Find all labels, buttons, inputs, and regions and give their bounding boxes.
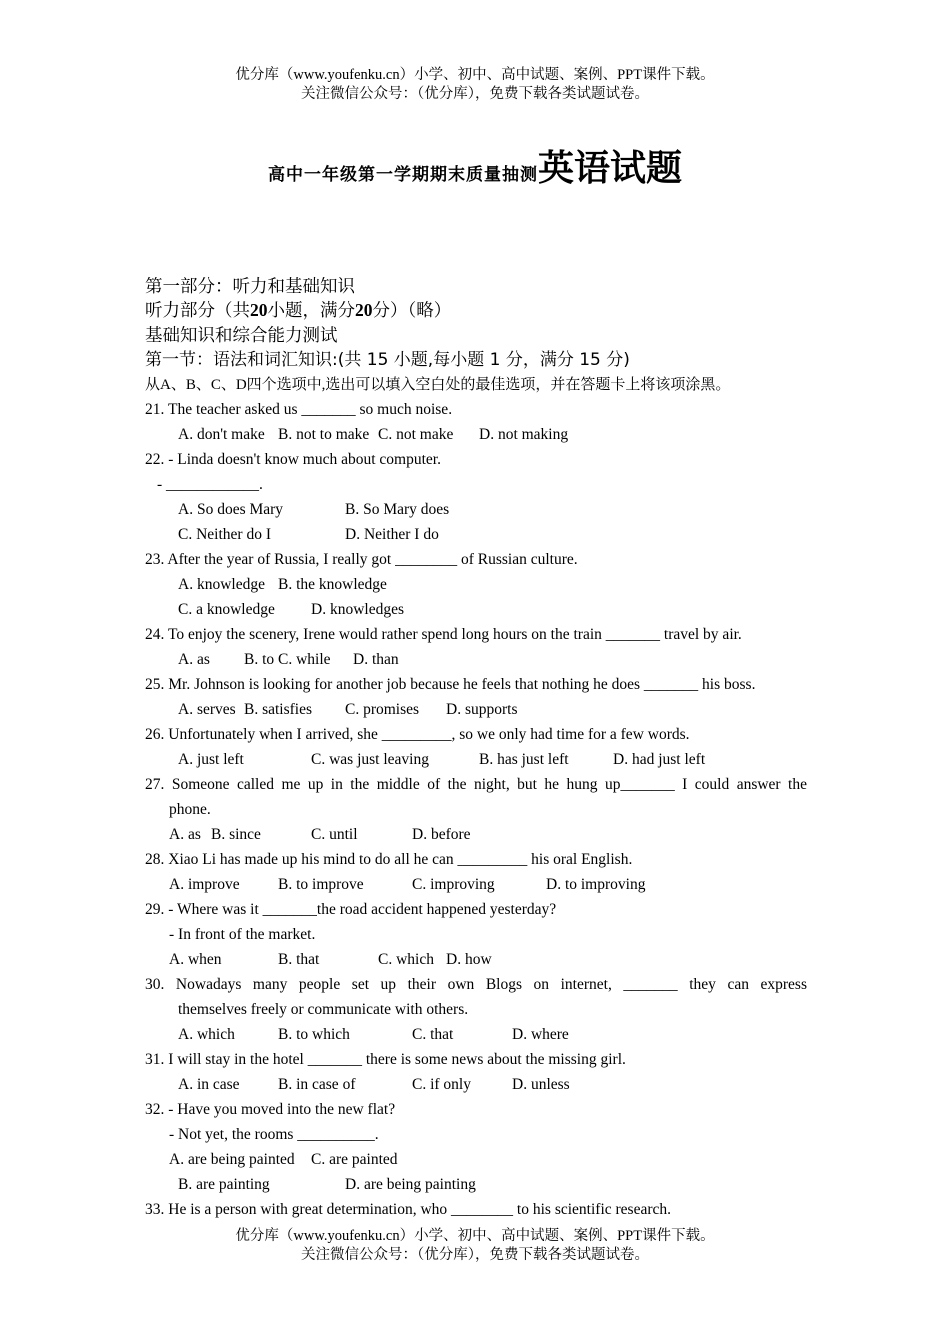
question-21-option-a: A. don't make [178, 426, 265, 443]
question-23-option-a: A. knowledge [178, 576, 265, 593]
question-22-option-a: A. So does Mary [178, 501, 284, 518]
question-30-option-c: C. that [412, 1026, 454, 1043]
page-footer [0, 1227, 950, 1265]
question-30-option-d: D. where [512, 1026, 569, 1043]
question-24-option-b: B. to [244, 651, 275, 668]
listening-text-b: 小题，满分 [267, 300, 355, 320]
question-27-stem-continued: phone. [169, 801, 211, 818]
question-26-option-b: B. has just left [479, 751, 569, 768]
question-23-option-b: B. the knowledge [278, 576, 387, 593]
question-32-stem: 32. - Have you moved into the new flat? [145, 1101, 396, 1118]
basic-knowledge-heading: 基础知识和综合能力测试 [145, 325, 338, 345]
question-23-stem: 23. After the year of Russia, I really got ________ of Russian culture. [145, 551, 578, 568]
question-33-stem: 33. He is a person with great determination, who ________ to his scientific research. [145, 1201, 672, 1218]
header-line-2: 关注微信公众号：（优分库），免费下载各类试题试卷。 [301, 86, 649, 102]
question-31-option-c: C. if only [412, 1076, 471, 1093]
listening-heading [145, 300, 451, 320]
listening-text-c: 分）（略） [372, 300, 452, 320]
question-25-option-b: B. satisfies [244, 701, 313, 718]
question-26-stem: 26. Unfortunately when I arrived, she _________, so we only had time for a few words. [145, 726, 690, 743]
question-27-option-c: C. until [311, 826, 358, 843]
question-25-option-c: C. promises [345, 701, 420, 718]
question-30-option-b: B. to which [278, 1026, 350, 1043]
question-22-option-d: D. Neither I do [345, 526, 439, 543]
question-32-option-d: D. are being painting [345, 1176, 476, 1193]
listening-count: 20 [250, 300, 268, 320]
question-28-stem: 28. Xiao Li has made up his mind to do all he can _________ his oral English. [145, 851, 633, 868]
question-27-option-b: B. since [211, 826, 261, 843]
question-25-option-d: D. supports [446, 701, 518, 718]
question-26-option-d: D. had just left [613, 751, 706, 768]
question-22-option-b: B. So Mary does [345, 501, 450, 518]
question-32-answer-line: - Not yet, the rooms __________. [169, 1126, 379, 1143]
page-header [0, 66, 950, 104]
exam-subtitle: 高中一年级第一学期期末质量抽测 [267, 165, 538, 185]
question-25-stem: 25. Mr. Johnson is looking for another job because he feels that nothing he does _______ his boss. [145, 676, 756, 693]
question-26-option-a: A. just left [178, 751, 244, 768]
question-21-option-d: D. not making [479, 426, 569, 443]
footer-line-1: 优分库（www.youfenku.cn）小学、初中、高中试题、案例、PPT课件下载。 [235, 1228, 715, 1244]
part-one-heading: 第一部分：听力和基础知识 [145, 276, 355, 296]
question-28-option-c: C. improving [412, 876, 495, 893]
question-24-option-c: C. while [278, 651, 331, 668]
question-26-option-c: C. was just leaving [311, 751, 429, 768]
question-29-option-b: B. that [278, 951, 320, 968]
question-24-stem: 24. To enjoy the scenery, Irene would rather spend long hours on the train _______ travel by air. [145, 626, 742, 643]
question-29-stem: 29. - Where was it _______the road accident happened yesterday? [145, 901, 557, 918]
question-27-option-d: D. before [412, 826, 471, 843]
question-24-option-d: D. than [353, 651, 399, 668]
question-21-stem: 21. The teacher asked us _______ so much noise. [145, 401, 453, 418]
question-22-answer-line: - ____________. [157, 476, 263, 493]
question-28-option-d: D. to improving [546, 876, 646, 893]
question-29-answer-line: - In front of the market. [169, 926, 316, 943]
question-21-option-b: B. not to make [278, 426, 370, 443]
question-22-option-c: C. Neither do I [178, 526, 271, 543]
question-29-option-d: D. how [446, 951, 492, 968]
question-32-option-a: A. are being painted [169, 1151, 295, 1168]
question-22-stem: 22. - Linda doesn't know much about computer. [145, 451, 441, 468]
question-31-option-b: B. in case of [278, 1076, 356, 1093]
question-27-option-a: A. as [169, 826, 201, 843]
listening-score: 20 [355, 300, 373, 320]
listening-text-a: 听力部分（共 [145, 300, 250, 320]
section-one-heading: 第一节：语法和词汇知识:(共 15 小题,每小题 1 分，满分 15 分) [145, 350, 630, 370]
question-28-option-b: B. to improve [278, 876, 364, 893]
question-31-option-d: D. unless [512, 1076, 570, 1093]
question-30-stem: 30. Nowadays many people set up their own Blogs on internet, _______ they can express [145, 976, 807, 993]
question-29-option-c: C. which [378, 951, 434, 968]
question-32-option-c: C. are painted [311, 1151, 398, 1168]
question-30-option-a: A. which [178, 1026, 235, 1043]
question-30-stem-continued: themselves freely or communicate with others. [178, 1001, 469, 1018]
question-31-stem: 31. I will stay in the hotel _______ there is some news about the missing girl. [145, 1051, 626, 1068]
question-31-option-a: A. in case [178, 1076, 240, 1093]
question-23-option-c: C. a knowledge [178, 601, 275, 618]
question-23-option-d: D. knowledges [311, 601, 404, 618]
question-29-option-a: A. when [169, 951, 222, 968]
question-24-option-a: A. as [178, 651, 210, 668]
question-21-option-c: C. not make [378, 426, 454, 443]
exam-main-title: 英语试题 [537, 147, 682, 189]
question-32-option-b: B. are painting [178, 1176, 270, 1193]
question-27-stem: 27. Someone called me up in the middle of the night, but he hung up_______ I could answer the [145, 776, 807, 793]
instruction-text: 从A、B、C、D四个选项中,选出可以填入空白处的最佳选项，并在答题卡上将该项涂黑。 [145, 377, 731, 393]
question-25-option-a: A. serves [178, 701, 236, 718]
header-line-1: 优分库（www.youfenku.cn）小学、初中、高中试题、案例、PPT课件下载。 [235, 67, 715, 83]
footer-line-2: 关注微信公众号：（优分库），免费下载各类试题试卷。 [301, 1247, 649, 1263]
question-28-option-a: A. improve [169, 876, 240, 893]
exam-title [0, 140, 950, 191]
